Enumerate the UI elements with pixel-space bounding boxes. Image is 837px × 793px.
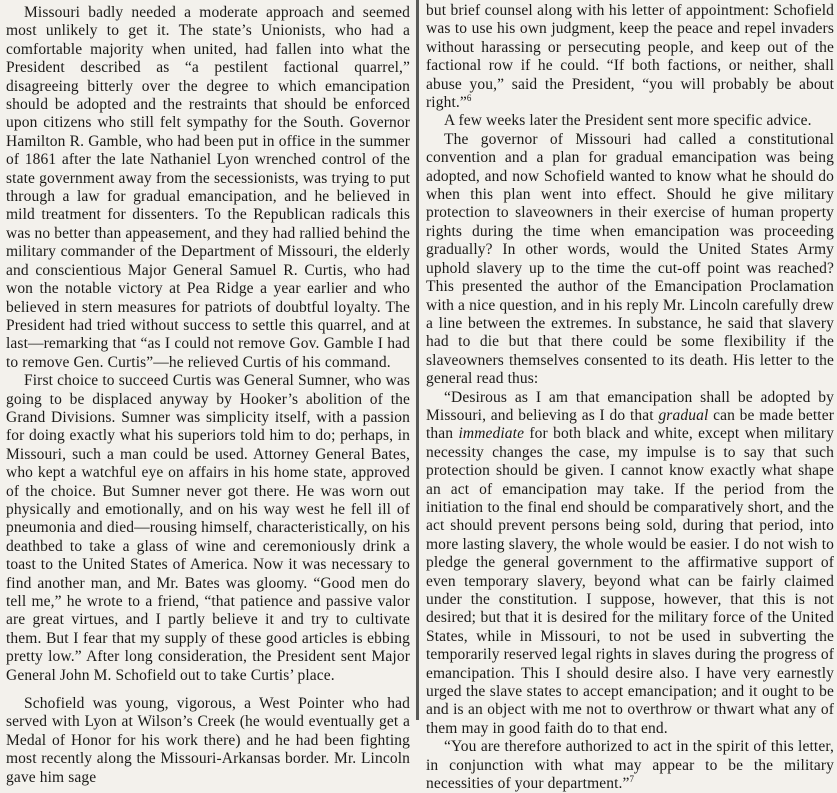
quote-text: “You are therefore authorized to act in the spirit of this letter, in conjunction with what may appear to be the military necessities of your department.” [426, 738, 834, 793]
paragraph-schofield: Schofield was young, vigorous, a West Pointer who had served with Lyon at Wilson’s Creek (he would eventually get a Medal of Honor for his work there) and he had been fighting most recently along the Missouri-Arkansas border. Mr. Lincoln gave him sage [6, 695, 410, 786]
paragraph-sumner: First choice to succeed Curtis was General Sumner, who was going to be displaced anyway by Hooker’s abolition of the Grand Divisions. Sumner was simplicity itself, with a passion for doing exactly what his superiors told him to do; perhaps, in Missouri, such a man could be used. Attorney General Bates, who kept a watchful eye on affairs in his home state, approved of the choice. But Sumner never got there. He was worn out physically and emotionally, and on his way west he fell ill of pneumonia and died—rousing himself, characteristically, on his deathbed to take a glass of wine and ceremoniously drink a toast to the United States of America. Now it was necessary to find another man, and Mr. Bates was gloomy. “Good men do tell me,” he wrote to a friend, “that patience and passive valor are great virtues, and I partly believe it and try to cultivate them. But I fear that my supply of these good articles is ebbing pretty low.” After long consideration, the President sent Major General John M. Schofield out to take Curtis’ place. [6, 372, 410, 684]
footnote-marker: 7 [629, 773, 635, 784]
lincoln-letter-quote [426, 389, 834, 739]
quote-text: “Desirous as I am that emancipation shall be adopted by Missouri, and believing as I do that [426, 388, 834, 424]
column-divider [416, 0, 419, 720]
emphasis-immediate: immediate [458, 425, 525, 443]
emphasis-gradual: gradual [658, 406, 709, 424]
paragraph-convention: The governor of Missouri had called a constitutional convention and a plan for gradual emancipation was being adopted, and now Schofield wanted to know what he should do when this plan went into effect. Should he give military protection to slaveowners in their exercise of human property rights during the time when emancipation was proceeding gradually? In other words, would the United States Army uphold slavery up to the time the cut-off point was reached? This presented the author of the Emancipation Proclamation with a nice question, and in his reply Mr. Lincoln carefully drew a line between the extremes. In substance, he said that slavery had to die but that there could be some flexibility if the slaveowners themselves consented to its death. His letter to the general read thus: [426, 130, 834, 388]
left-column [0, 0, 415, 786]
paragraph-missouri-quarrel: Missouri badly needed a moderate approach and seemed most unlikely to get it. The state’s Unionists, who had a comfortable majority when united, had fallen into what the President described as “a pestilent factional quarrel,” disagreeing bitterly over the degree to which emancipation should be adopted and the restraints that should be enforced upon citizens who still felt sympathy for the South. Governor Hamilton R. Gamble, who had been put in office in the summer of 1861 after the late Nathaniel Lyon wrenched control of the state government away from the secessionists, was trying to put through a law for gradual emancipation, and he believed in mild treatment for dissenters. To the Republican radicals this was no better than appeasement, and they had rallied behind the military commander of the Department of Missouri, the elderly and conscientious Major General Samuel R. Curtis, who had won the notable victory at Pea Ridge a year earlier and who believed in stern measures for patriots of doubtful loyalty. The President had tried without success to settle this quarrel, and at last—remarking that “as I could not remove Gov. Gamble I had to remove Gen. Curtis”—he relieved Curtis of his command. [6, 4, 410, 371]
paragraph-counsel [426, 2, 834, 112]
paragraph-specific-advice: A few weeks later the President sent more specific advice. [444, 112, 812, 130]
quote-text: for both black and white, except when military necessity changes the case, my impulse is to say that such protection should be given. I cannot know exactly what shape an act of emancipation may take. If the period from the initiation to the final end should be comparatively short, and the act should prevent persons being sold, during that period, into more lasting slavery, the whole would be easier. I do not wish to pledge the general government to the affirmative support of even temporary slavery, beyond what can be fairly claimed under the constitution. I suppose, however, that this is not desired; but that it is desired for the military force of the United States, while in Missouri, to not be used in subverting the temporarily reserved legal rights in slaves during the progress of emancipation. This I should desire also. I have very earnestly urged the slave states to accept emancipation; and it ought to be and is an object with me not to overthrow or thwart what any of them may in good faith do to that end. [426, 425, 834, 737]
counsel-text: but brief counsel along with his letter of appointment: Schofield was to use his own judgment, keep the peace and repel invaders without harassing or persecuting people, and keep out of the factional row if he could. “If both factions, or neither, shall abuse you,” said the President, “you will probably be about right.” [426, 2, 834, 112]
right-column [420, 0, 837, 793]
lincoln-letter-closing [426, 738, 834, 793]
footnote-marker: 6 [466, 92, 472, 103]
quote-text: can be made better than [426, 406, 834, 443]
